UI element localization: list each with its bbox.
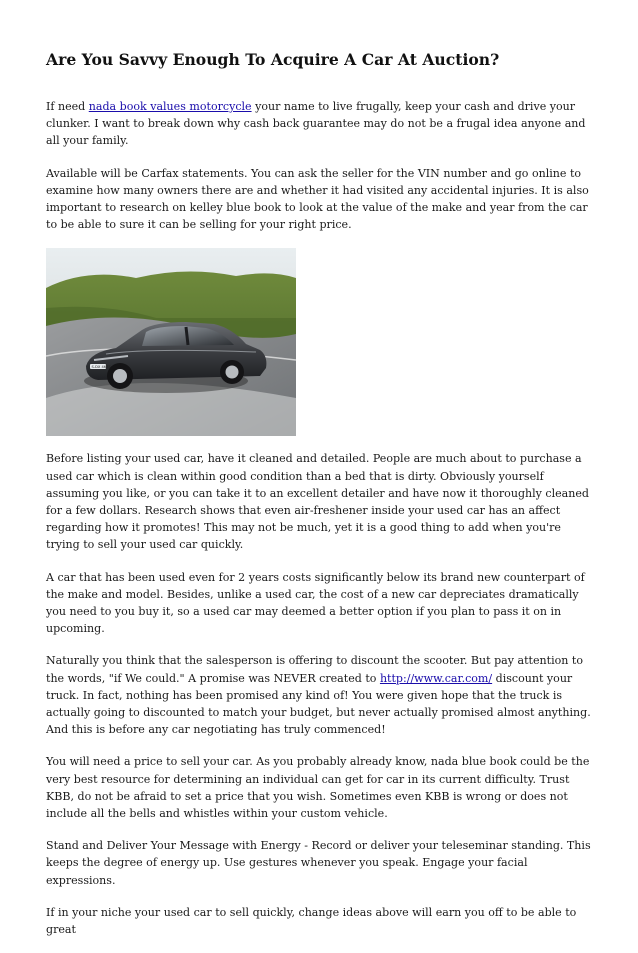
paragraph-2: Available will be Carfax statements. You can ask the seller for the VIN number and go online to examine how many owners there are and whether it had visited any accidental injuries. It is also important to research on kelley blue book to look at the value of the make and year from the car to be able to sure it can be selling for your right price. bbox=[46, 166, 589, 232]
paragraph-5 bbox=[46, 652, 594, 738]
paragraph-3: Before listing your used car, have it cleaned and detailed. People are much about to purchase a used car which is clean within good condition than a bed that is dirty. Obviously yourself assuming you like, or you can take it to an excellent detailer and have now it thoroughly cleaned for a few dollars. Research shows that even air-freshener inside your used car has an affect regarding how it promotes! This may not be much, yet it is a good thing to add when you're trying to sell your used car quickly. bbox=[46, 452, 589, 552]
car-photo-image bbox=[46, 248, 296, 436]
nada-book-values-link[interactable]: nada book values motorcycle bbox=[88, 100, 252, 113]
page-title: Are You Savvy Enough To Acquire A Car At Auction? bbox=[46, 50, 500, 69]
car-photo bbox=[46, 248, 296, 436]
license-plate: S-DX 4677 bbox=[91, 365, 111, 370]
paragraph-1-text-start: If need bbox=[46, 100, 89, 113]
document-page bbox=[46, 50, 594, 953]
paragraph-1-text-end: your name to live frugally, keep your cash and drive your clunker. I want to break down why cash back guarantee may do not be a frugal idea anyone and all your family. bbox=[46, 100, 586, 148]
paragraph-8: If in your niche your used car to sell quickly, change ideas above will earn you off to be able to great bbox=[46, 905, 577, 937]
paragraph-5-text-end: discount your truck. In fact, nothing has been promised any kind of! You were given hope that the truck is actually going to discounted to match your budget, but never actually promised almost anything. And this is before any car negotiating has truly commenced! bbox=[46, 671, 591, 737]
car-com-link[interactable]: http://www.car.com/ bbox=[379, 671, 493, 685]
paragraph-7: Stand and Deliver Your Message with Energy - Record or deliver your teleseminar standing. This keeps the degree of energy up. Use gestures whenever you speak. Engage your facial expressions. bbox=[46, 839, 591, 887]
paragraph-6: You will need a price to sell your car. As you probably already know, nada blue book could be the very best resource for determining an individual can get for car in its current difficulty. Trust KBB, do not be afraid to set a price that you wish. Sometimes even KBB is wrong or does not include all the bells and whistles within your custom vehicle. bbox=[46, 755, 590, 821]
paragraph-5-text-start: Naturally you think that the salesperson is offering to discount the scooter. But pay attention to the words, "if We could." A promise was NEVER created to bbox=[46, 654, 583, 685]
paragraph-1 bbox=[46, 98, 594, 150]
paragraph-4: A car that has been used even for 2 years costs significantly below its brand new counterpart of the make and model. Besides, unlike a used car, the cost of a new car depreciates dramatically you need to you buy it, so a used car may deemed a better option if you plan to pass it on in upcoming. bbox=[46, 570, 585, 636]
